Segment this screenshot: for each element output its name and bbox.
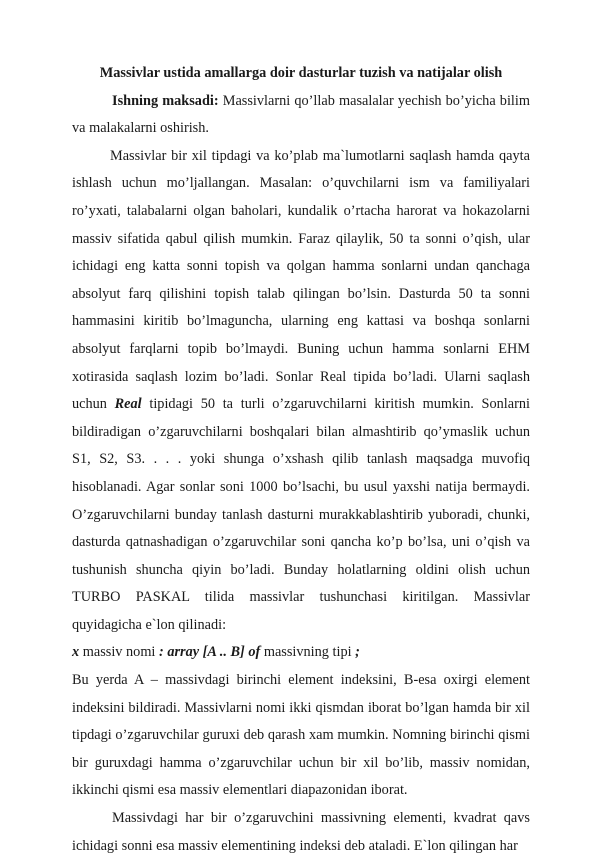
document-page bbox=[72, 60, 530, 860]
element-paragraph: Massivdagi har bir o’zgaruvchini massivning elementi, kvadrat qavs ichidagi sonni esa massiv elementining indeksi deb ataladi. E`lon qilingan har bbox=[72, 810, 530, 854]
intro-text-1: Massivlar bir xil tipdagi va ko’plab ma`lumotlarni saqlash hamda qayta ishlash uchun mo’ljallangan. Masalan: o’quvchilarni ism va familiyalari ro’yxati, talabalarni olgan baholari, kundalik o’rtacha harorat va hokazolarni massiv sifatida qabul qilish mumkin. Faraz qilaylik, 50 ta sonni o’qish, ular ichidagi eng katta sonni topish va qolgan hamma sonlarni undan qanchaga absolyut farq qilishini topish talab qilingan bo’lsin. Dasturda 50 ta sonni hammasini kiritib bo’lmaguncha, ularning eng kattasi va boshqa sonlarni absolyut farqlarni topib bo’lmaydi. Buning uchun hamma sonlarni EHM xotirasida saqlash lozim bo’ladi. Sonlar Real tipida bo’ladi. Ularni saqlash uchun bbox=[72, 147, 530, 413]
goal-label: Ishning maksadi: bbox=[112, 92, 219, 109]
goal-text: Massivlarni qo’llab masalalar yechish bo’yicha bilim va malakalarni oshirish. bbox=[72, 92, 530, 137]
syntax-decl: : array [A .. B] of bbox=[158, 644, 261, 661]
intro-paragraph bbox=[72, 143, 530, 640]
syntax-end: ; bbox=[355, 644, 360, 661]
explanation-paragraph: Bu yerda A – massivdagi birinchi element indeksini, B-esa oxirgi element indeksini bildiradi. Massivlarni nomi ikki qismdan iborat bo’lgan hamda bir xil tipdagi o’zgaruvchilar guruxi deb qarash xam mumkin. Nomning birinchi qismi bir guruxdagi hamma o’zgaruvchilar uchun bir xil bo’lib, massiv nomidan, ikkinchi qismi esa massiv elementlari diapazonidan iborat. bbox=[72, 672, 530, 799]
real-keyword: Real bbox=[114, 396, 142, 413]
syntax-var: x bbox=[72, 644, 80, 661]
syntax-name-label: massiv nomi bbox=[79, 644, 159, 661]
document-title: Massivlar ustida amallarga doir dasturlar tuzish va natijalar olish bbox=[99, 65, 503, 81]
intro-text-2: tipidagi 50 ta turli o’zgaruvchilarni kiritish mumkin. Sonlarni bildiradigan o’zgaruvchilarni boshqalari bilan almashtirib qo’ymaslik uchun S1, S2, S3. . . . yoki shunga o’xshash qilib tanlash maqsadga muvofiq hisoblanadi. Agar sonlar soni 1000 bo’lsachi, bu usul yaxshi natija bermaydi. O’zgaruvchilarni bunday tanlash dasturni murakkablashtirib yuboradi, chunki, dasturda qatnashadigan o’zgaruvchilar soni qancha ko’p bo’lsa, uni o’qish va tushunish shuncha qiyin bo’ladi. Bunday holatlarning oldini olish uchun TURBO PASKAL tilida massivlar tushunchasi kiritilgan. Massivlar quyidagicha e`lon qilinadi: bbox=[72, 396, 530, 633]
goal-paragraph bbox=[72, 88, 530, 143]
syntax-line bbox=[72, 639, 530, 667]
syntax-type-label: massivning tipi bbox=[260, 644, 356, 661]
